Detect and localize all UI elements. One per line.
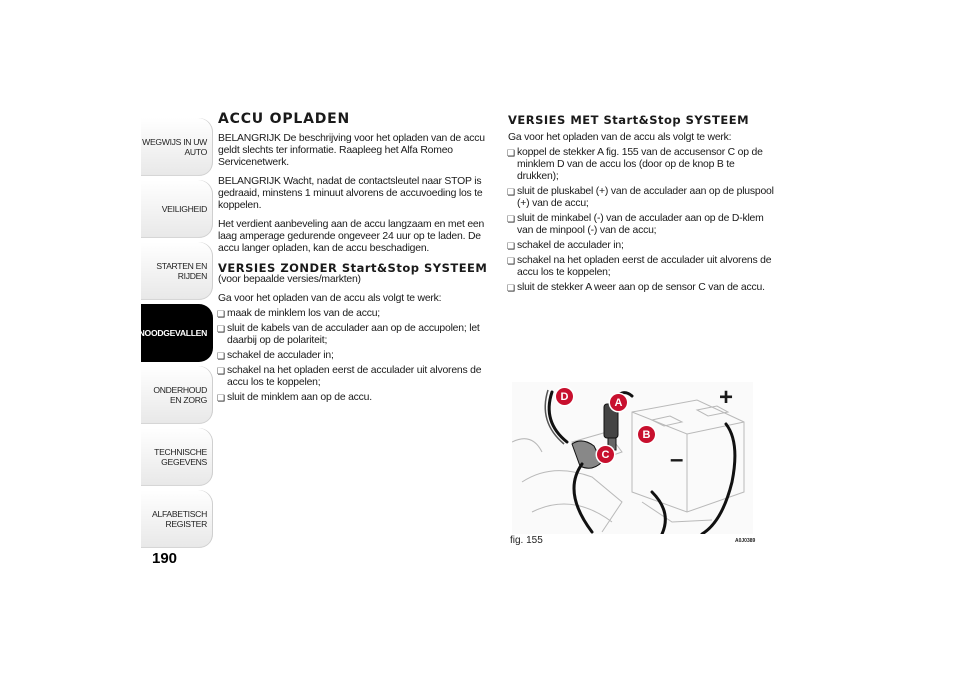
list-item: ❏ maak de minklem los van de accu; — [218, 308, 496, 320]
marker-d: D — [556, 388, 573, 405]
battery-illustration — [512, 382, 753, 534]
list-item: ❏ schakel na het opladen eerst de acculader uit alvorens de accu los te koppelen; — [508, 255, 778, 279]
subsection-title: VERSIES MET Start&Stop SYSTEEM — [508, 113, 750, 127]
figure-code: A0J0389 — [735, 538, 756, 544]
tab-veiligheid[interactable]: VEILIGHEID — [141, 180, 213, 238]
plus-sign: + — [719, 384, 734, 411]
left-column — [218, 113, 496, 407]
tab-wegwijs[interactable]: WEGWIJS IN UW AUTO — [141, 118, 213, 176]
procedure-steps — [218, 308, 496, 404]
marker-c: C — [597, 446, 614, 463]
list-item: ❏ schakel de acculader in; — [218, 350, 496, 362]
list-item: ❏ sluit de minklem aan op de accu. — [218, 392, 496, 404]
battery-figure — [512, 382, 753, 534]
tab-technische-gegevens[interactable]: TECHNISCHE GEGEVENS — [141, 428, 213, 486]
procedure-steps — [508, 147, 778, 294]
tab-noodgevallen[interactable]: NOODGEVALLEN — [141, 304, 213, 362]
list-item: ❏ schakel na het opladen eerst de acculader uit alvorens de accu los te koppelen; — [218, 365, 496, 389]
paragraph: BELANGRIJK De beschrijving voor het opladen van de accu geldt slechts ter informatie. Raapleeg het Alfa Romeo Servicenetwerk. — [218, 133, 485, 168]
paragraph: Het verdient aanbeveling aan de accu langzaam en met een laag amperage gedurende ongeveer 24 uur op te laden. De accu langer opladen, kan de accu beschadigen. — [218, 219, 485, 254]
list-item: ❏ sluit de pluskabel (+) van de acculader aan op de pluspool (+) van de accu; — [508, 186, 778, 210]
tab-onderhoud-en-zorg[interactable]: ONDERHOUD EN ZORG — [141, 366, 213, 424]
list-item: ❏ sluit de stekker A weer aan op de sensor C van de accu. — [508, 282, 778, 294]
list-item: ❏ schakel de acculader in; — [508, 240, 778, 252]
market-note: (voor bepaalde versies/markten) — [218, 274, 361, 285]
procedure-intro: Ga voor het opladen van de accu als volgt te werk: — [218, 293, 442, 304]
marker-b: B — [638, 426, 655, 443]
page-number: 190 — [152, 550, 178, 567]
figure-caption: fig. 155 — [510, 535, 543, 546]
right-column — [508, 114, 778, 297]
paragraph: BELANGRIJK Wacht, nadat de contactsleutel naar STOP is gedraaid, minstens 1 minuut alvorens de accuvoeding los te koppelen. — [218, 176, 483, 211]
list-item: ❏ sluit de minkabel (-) van de acculader aan op de D-klem van de minpool (-) van de accu; — [508, 213, 778, 237]
marker-a: A — [610, 394, 627, 411]
tab-alfabetisch-register[interactable]: ALFABETISCH REGISTER — [141, 490, 213, 548]
tab-starten-en-rijden[interactable]: STARTEN EN RIJDEN — [141, 242, 213, 300]
minus-sign: – — [670, 446, 684, 473]
list-item: ❏ sluit de kabels van de acculader aan op de accupolen; let daarbij op de polariteit; — [218, 323, 496, 347]
section-title: ACCU OPLADEN — [218, 111, 351, 127]
procedure-intro: Ga voor het opladen van de accu als volgt te werk: — [508, 132, 732, 143]
subsection-title: VERSIES ZONDER Start&Stop SYSTEEM — [218, 261, 488, 275]
list-item: ❏ koppel de stekker A fig. 155 van de accusensor C op de minklem D van de accu los (door op de knop B te drukken); — [508, 147, 778, 183]
